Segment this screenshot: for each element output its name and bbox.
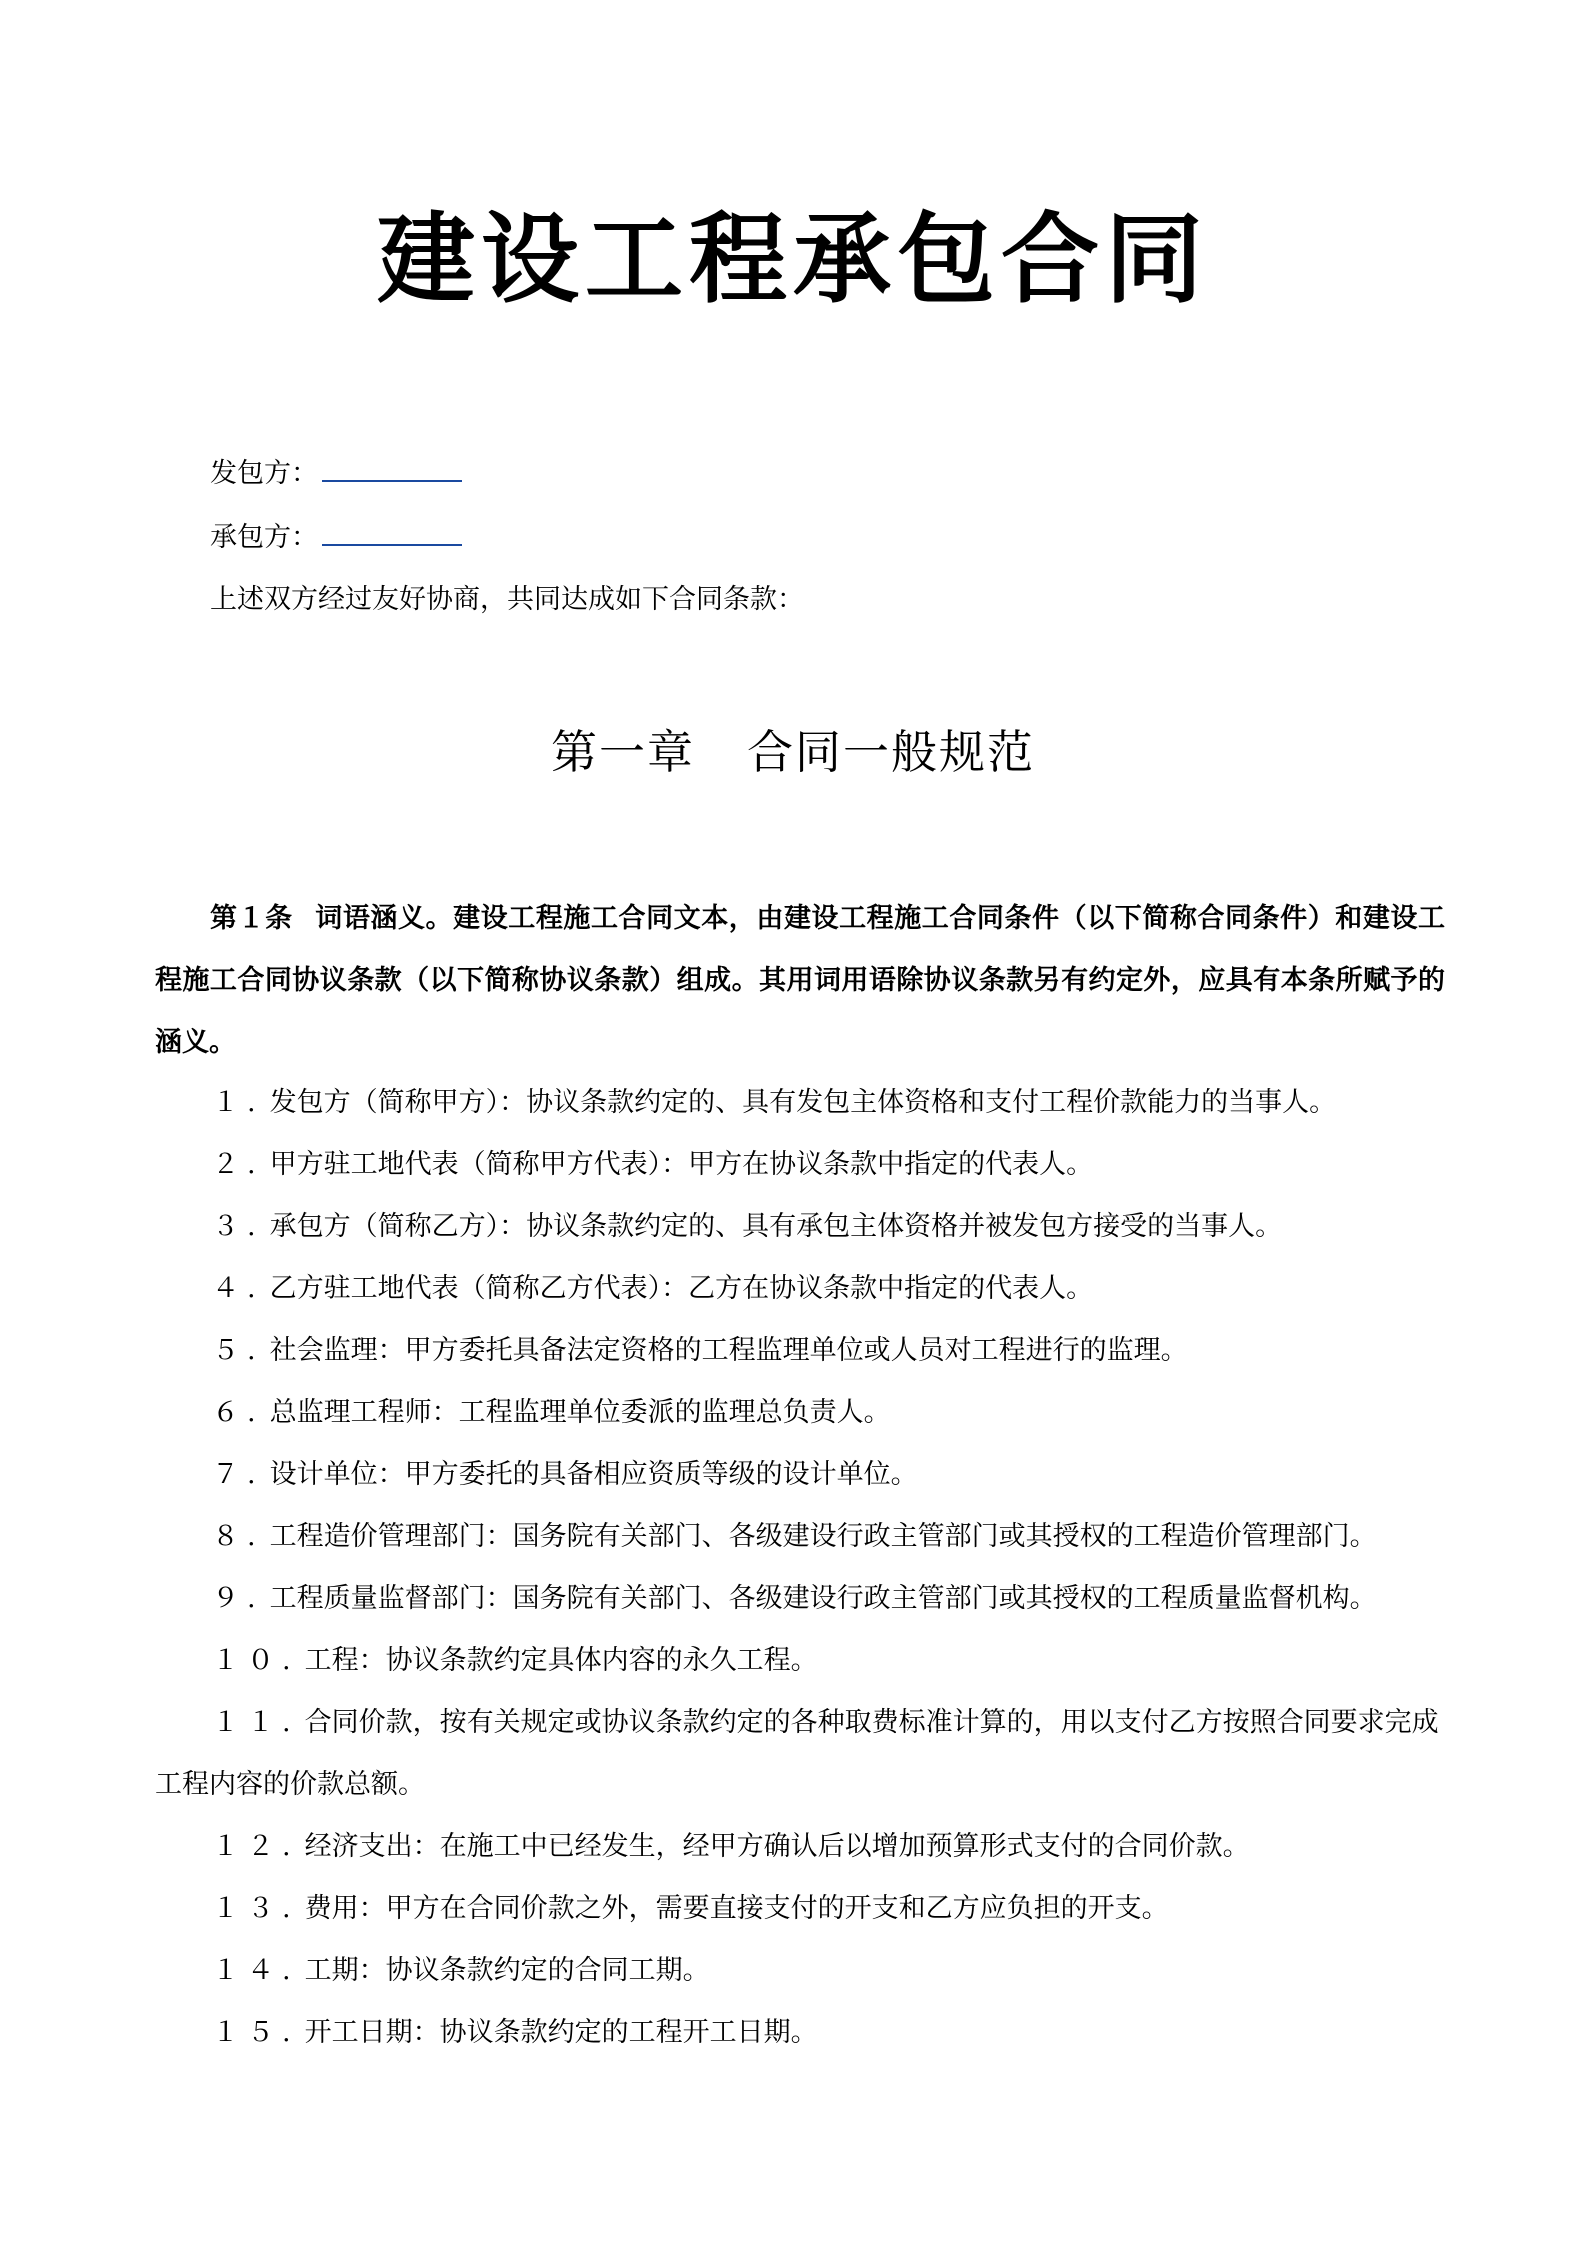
chapter-number: 第一章: [551, 725, 695, 779]
list-item: [155, 1630, 1445, 1692]
item-text: 合同价款，按有关规定或协议条款约定的各种取费标准计算的，用以支付乙方按照合同要求完成工程内容的价款总额。: [155, 1707, 1439, 1800]
list-item: [155, 1072, 1445, 1134]
item-number: ２.: [212, 1149, 264, 1180]
item-number: １０.: [212, 1645, 299, 1676]
item-number: １１.: [212, 1707, 299, 1738]
document-title: 建设工程承包合同: [376, 202, 1209, 317]
item-text: 乙方驻工地代表（简称乙方代表）：乙方在协议条款中指定的代表人。: [269, 1273, 1094, 1304]
definition-list: [155, 1072, 1445, 2064]
party-issuer-line: [210, 452, 462, 494]
item-text: 工程造价管理部门：国务院有关部门、各级建设行政主管部门或其授权的工程造价管理部门。: [269, 1521, 1377, 1552]
chapter-heading: [0, 722, 1586, 782]
article-text: 词语涵义。建设工程施工合同文本，由建设工程施工合同条件（以下简称合同条件）和建设工程施工合同协议条款（以下简称协议条款）组成。其用词用语除协议条款另有约定外，应具有本条所赋予的涵义。: [155, 903, 1446, 1058]
list-item: [155, 1692, 1445, 1816]
party-issuer-label: 发包方：: [210, 458, 318, 489]
item-number: ７.: [212, 1459, 264, 1490]
item-number: １４.: [212, 1955, 299, 1986]
list-item: [155, 1506, 1445, 1568]
item-text: 费用：甲方在合同价款之外，需要直接支付的开支和乙方应负担的开支。: [304, 1893, 1169, 1924]
list-item: [155, 1382, 1445, 1444]
list-item: [155, 1940, 1445, 2002]
item-text: 开工日期：协议条款约定的工程开工日期。: [304, 2017, 818, 2048]
item-number: ９.: [212, 1583, 264, 1614]
item-number: １２.: [212, 1831, 299, 1862]
party-contractor-label: 承包方：: [210, 522, 318, 553]
list-item: [155, 1816, 1445, 1878]
article-number: 第１条: [210, 903, 293, 934]
party-contractor-blank-field[interactable]: [322, 516, 462, 546]
item-text: 工程质量监督部门：国务院有关部门、各级建设行政主管部门或其授权的工程质量监督机构。: [269, 1583, 1377, 1614]
article-1: [155, 888, 1445, 1074]
list-item: [155, 2002, 1445, 2064]
list-item: [155, 1134, 1445, 1196]
list-item: [155, 1196, 1445, 1258]
item-number: ８.: [212, 1521, 264, 1552]
list-item: [155, 1320, 1445, 1382]
item-number: ４.: [212, 1273, 264, 1304]
chapter-name: 合同一般规范: [747, 725, 1035, 779]
item-number: １５.: [212, 2017, 299, 2048]
item-number: １３.: [212, 1893, 299, 1924]
item-text: 发包方（简称甲方）：协议条款约定的、具有发包主体资格和支付工程价款能力的当事人。: [269, 1087, 1337, 1118]
list-item: [155, 1568, 1445, 1630]
item-text: 甲方驻工地代表（简称甲方代表）：甲方在协议条款中指定的代表人。: [269, 1149, 1094, 1180]
intro-paragraph: 上述双方经过友好协商，共同达成如下合同条款：: [210, 584, 804, 615]
item-text: 经济支出：在施工中已经发生，经甲方确认后以增加预算形式支付的合同价款。: [304, 1831, 1250, 1862]
item-text: 总监理工程师：工程监理单位委派的监理总负责人。: [269, 1397, 891, 1428]
party-issuer-blank-field[interactable]: [322, 452, 462, 482]
item-text: 工期：协议条款约定的合同工期。: [304, 1955, 710, 1986]
item-text: 设计单位：甲方委托的具备相应资质等级的设计单位。: [269, 1459, 918, 1490]
list-item: [155, 1878, 1445, 1940]
list-item: [155, 1258, 1445, 1320]
item-text: 承包方（简称乙方）：协议条款约定的、具有承包主体资格并被发包方接受的当事人。: [269, 1211, 1283, 1242]
party-contractor-line: [210, 516, 462, 558]
item-number: ３.: [212, 1211, 264, 1242]
item-number: ６.: [212, 1397, 264, 1428]
list-item: [155, 1444, 1445, 1506]
item-number: ５.: [212, 1335, 264, 1366]
item-text: 社会监理：甲方委托具备法定资格的工程监理单位或人员对工程进行的监理。: [269, 1335, 1188, 1366]
item-number: １.: [212, 1087, 264, 1118]
item-text: 工程：协议条款约定具体内容的永久工程。: [304, 1645, 818, 1676]
